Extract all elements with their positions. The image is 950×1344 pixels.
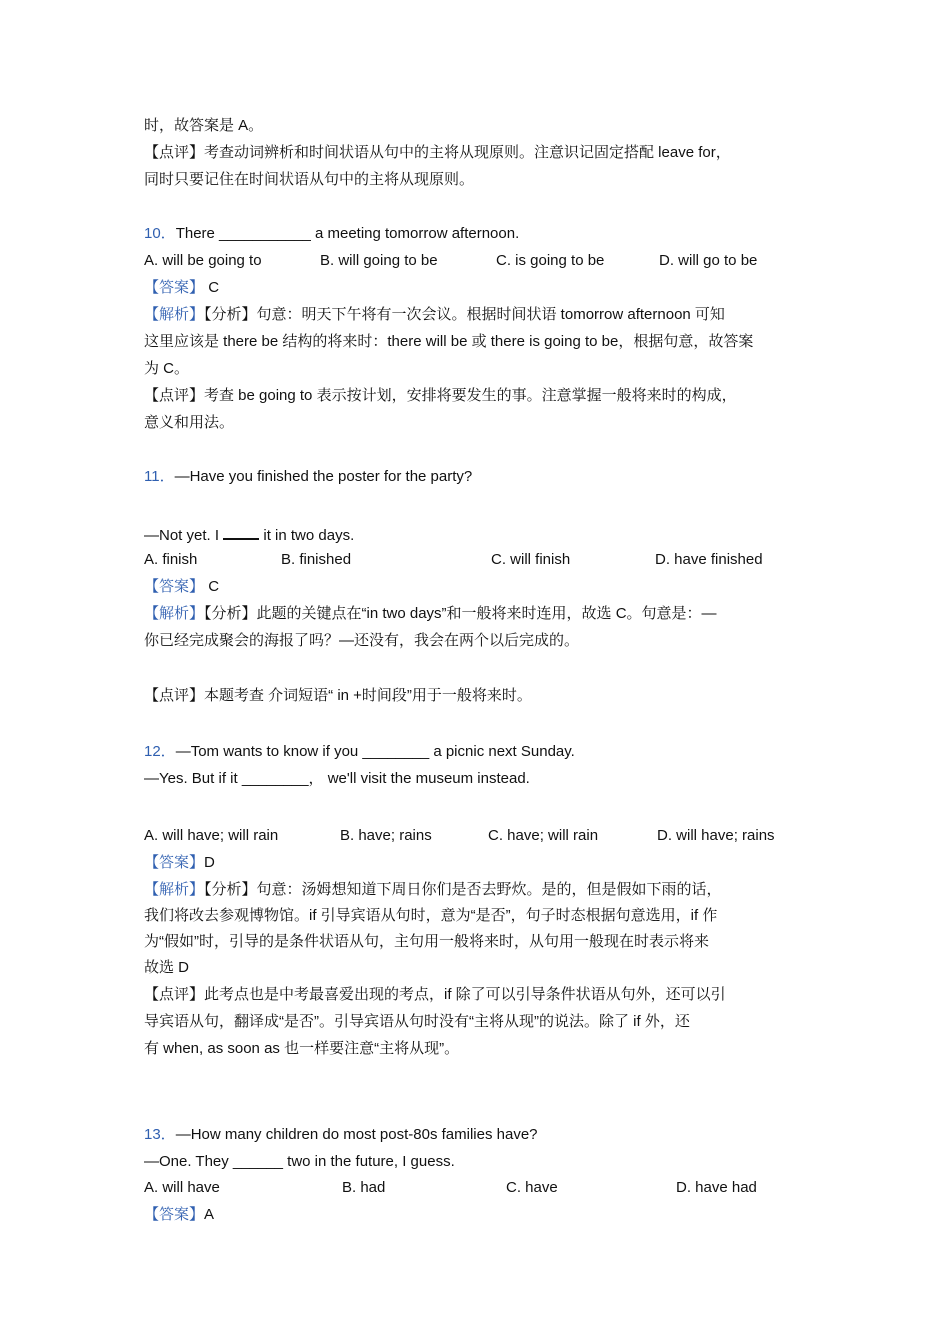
answer-label: 【答案】 <box>144 854 205 871</box>
option-b: B. had <box>342 1179 386 1196</box>
question-12-reply: —Yes. But if it ________， we'll visit the museum instead. <box>144 770 530 787</box>
question-12-stem <box>144 742 808 764</box>
answer-value: C <box>208 279 220 296</box>
answer-label: 【答案】 <box>144 1206 205 1223</box>
question-text: There ___________ a meeting tomorrow afternoon. <box>175 225 520 242</box>
question-10-options <box>144 251 808 273</box>
answer-label: 【答案】 <box>144 279 205 296</box>
analysis-label: 【解析】 <box>144 605 205 622</box>
answer-blank <box>223 523 259 540</box>
analysis-line <box>144 880 808 902</box>
reply-text: —Not yet. I <box>144 527 224 544</box>
comment-line: 【点评】考查 be going to 表示按计划，安排将要发生的事。注意掌握一般将来时的构成， <box>144 387 737 404</box>
answer-line <box>144 1205 808 1227</box>
option-d: D. have finished <box>655 551 763 568</box>
option-d: D. will go to be <box>659 252 758 269</box>
reply-text: it in two days. <box>259 527 355 544</box>
comment-line: 同时只要记住在时间状语从句中的主将从现原则。 <box>144 171 475 188</box>
question-13-options <box>144 1178 808 1200</box>
option-b: B. have; rains <box>340 827 432 844</box>
question-number: 13． <box>144 1126 176 1143</box>
option-c: C. have; will rain <box>488 827 599 844</box>
option-a: A. will be going to <box>144 252 262 269</box>
analysis-label: 【解析】 <box>144 881 205 898</box>
question-12-options <box>144 826 808 848</box>
question-number: 11． <box>144 468 175 485</box>
question-11-stem <box>144 467 808 489</box>
analysis-line <box>144 604 808 626</box>
analysis-line: 故选 D <box>144 959 190 976</box>
answer-line <box>144 577 808 599</box>
analysis-text: 【分析】此题的关键点在“in two days”和一般将来时连用，故选 C。句意是：— <box>204 605 717 622</box>
comment-line: 导宾语从句，翻译成“是否”。引导宾语从句时没有“主将从现”的说法。除了 if 外，还 <box>144 1013 690 1030</box>
comment-line: 【点评】考查动词辨析和时间状语从句中的主将从现原则。注意识记固定搭配 leave for， <box>144 144 731 161</box>
answer-line <box>144 853 808 875</box>
option-a: A. will have; will rain <box>144 827 279 844</box>
option-c: C. have <box>506 1179 558 1196</box>
analysis-line: 你已经完成聚会的海报了吗？—还没有，我会在两个以后完成的。 <box>144 632 580 649</box>
analysis-line <box>144 305 808 327</box>
comment-line: 意义和用法。 <box>144 414 235 431</box>
option-c: C. will finish <box>491 551 571 568</box>
analysis-line: 为“假如”时，引导的是条件状语从句，主句用一般将来时，从句用一般现在时表示将来 <box>144 933 709 950</box>
question-text: —Have you finished the poster for the party? <box>174 468 473 485</box>
option-b: B. finished <box>281 551 352 568</box>
question-text: —Tom wants to know if you ________ a picnic next Sunday. <box>175 743 575 760</box>
analysis-text: 【分析】句意：明天下午将有一次会议。根据时间状语 tomorrow afternoon 可知 <box>204 306 725 323</box>
question-number: 12． <box>144 743 176 760</box>
option-d: D. have had <box>676 1179 757 1196</box>
question-10-stem <box>144 224 808 246</box>
answer-label: 【答案】 <box>144 578 205 595</box>
text-line: 时，故答案是 A。 <box>144 117 264 134</box>
question-11-options <box>144 550 808 572</box>
question-text: —How many children do most post-80s families have? <box>175 1126 538 1143</box>
question-number: 10． <box>144 225 176 242</box>
question-11-reply <box>144 523 808 545</box>
analysis-line: 我们将改去参观博物馆。if 引导宾语从句时，意为“是否”，句子时态根据句意选用，if 作 <box>144 907 718 924</box>
analysis-label: 【解析】 <box>144 306 205 323</box>
question-13-reply: —One. They ______ two in the future, I guess. <box>144 1153 455 1170</box>
answer-value: A <box>204 1206 215 1223</box>
option-c: C. is going to be <box>496 252 605 269</box>
option-a: A. finish <box>144 551 198 568</box>
answer-value: C <box>208 578 220 595</box>
option-a: A. will have <box>144 1179 220 1196</box>
analysis-line: 为 C。 <box>144 360 190 377</box>
option-d: D. will have; rains <box>657 827 775 844</box>
comment-line: 【点评】此考点也是中考最喜爱出现的考点，if 除了可以引导条件状语从句外，还可以引 <box>144 986 726 1003</box>
answer-value: D <box>204 854 215 871</box>
analysis-line: 这里应该是 there be 结构的将来时：there will be 或 there is going to be，根据句意，故答案 <box>144 333 754 350</box>
comment-line: 有 when, as soon as 也一样要注意“主将从现”。 <box>144 1040 460 1057</box>
question-13-stem <box>144 1125 808 1147</box>
comment-line: 【点评】本题考查 介词短语“ in +时间段”用于一般将来时。 <box>144 687 532 704</box>
analysis-text: 【分析】句意：汤姆想知道下周日你们是否去野炊。是的，但是假如下雨的话， <box>204 881 722 898</box>
answer-line <box>144 278 808 300</box>
option-b: B. will going to be <box>320 252 438 269</box>
